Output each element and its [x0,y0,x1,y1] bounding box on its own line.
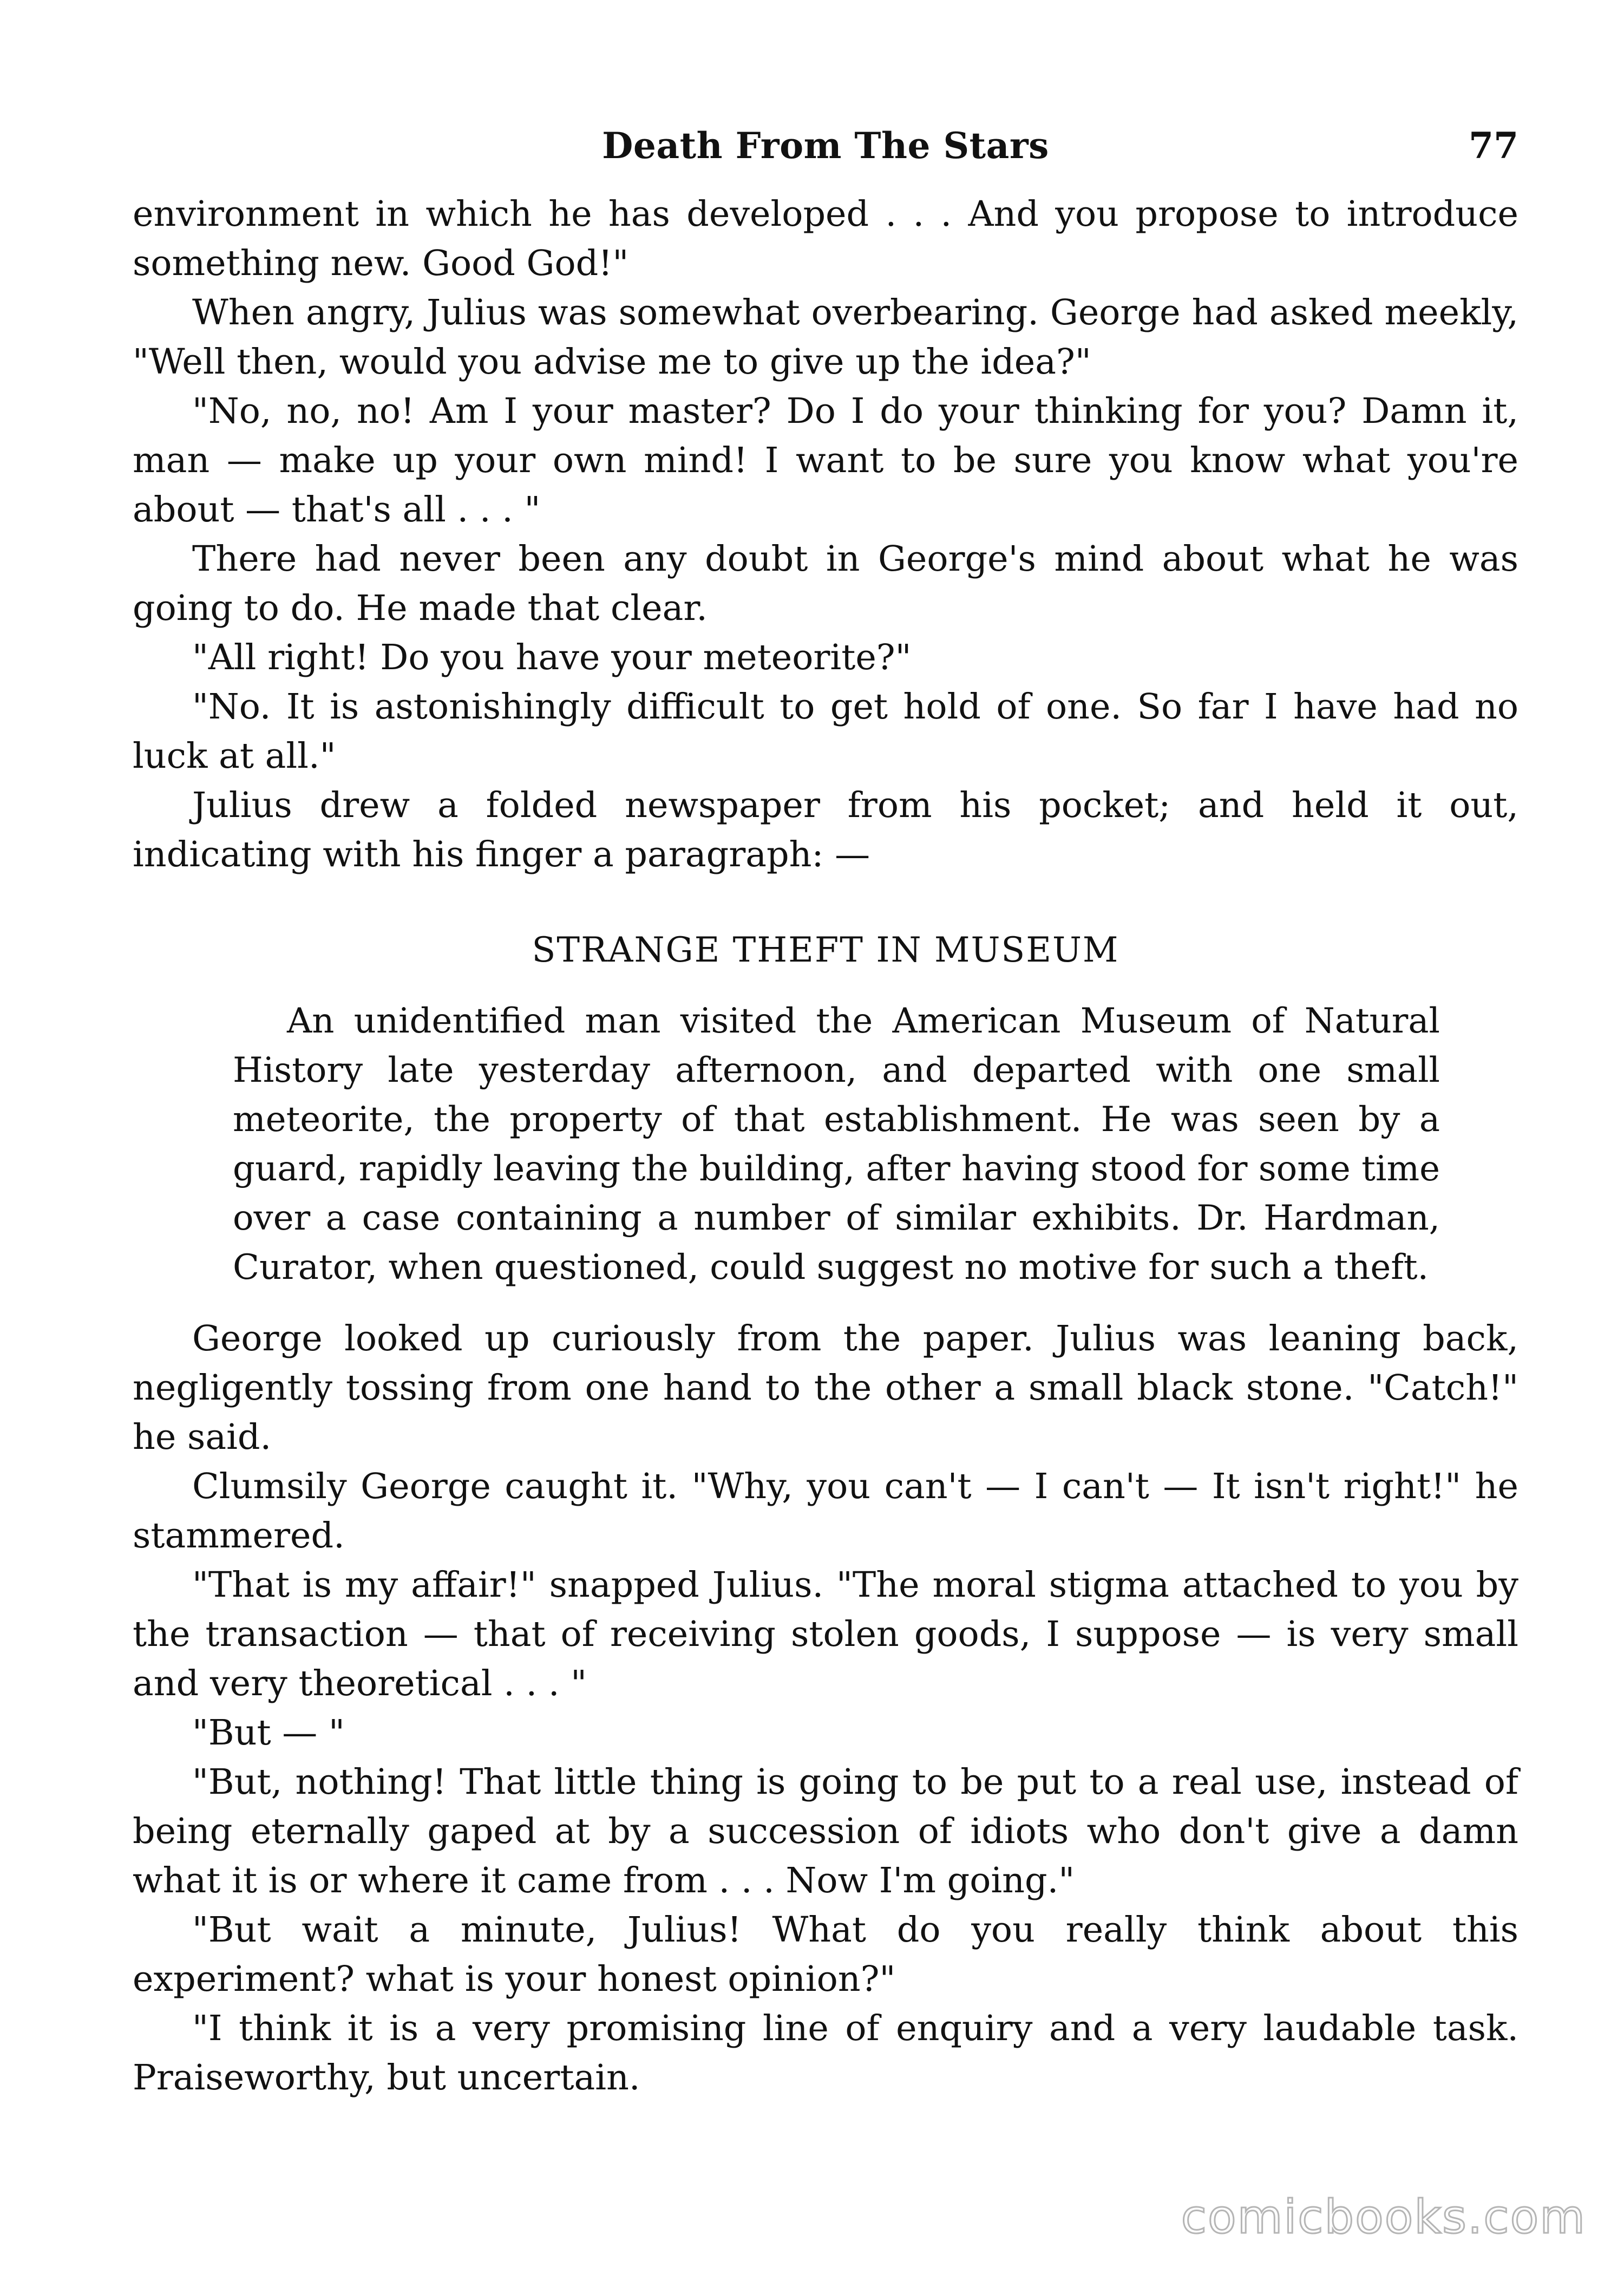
continued-text [133,1314,1518,2102]
running-title: Death From The Stars [602,125,1049,167]
paragraph: "But — " [192,1713,345,1753]
clipping-heading: STRANGE THEFT IN MUSEUM [532,930,1119,970]
paragraph: "That is my affair!" snapped Julius. "The moral stigma attached to you by the transaction — that of receiving stolen goods, I suppose — is very small and very theoretical . . . " [133,1565,1518,1704]
body-text [133,190,1518,2102]
clipping-body: An unidentified man visited the American Museum of Natural History late yesterday afternoon, and departed with one small meteorite, the property of that establishment. He was seen by a guard, rapidly leaving the building, after having stood for some time over a case containing a number of similar exhibits. Dr. Hardman, Curator, when questioned, could suggest no motive for such a theft. [233,1001,1440,1288]
watermark: comicbooks.com [1181,2190,1586,2244]
paragraph: Julius drew a folded newspaper from his pocket; and held it out, indicating with his finger a paragraph: — [133,785,1518,875]
paragraph: environment in which he has developed . . . And you propose to introduce something new. Good God!" [133,194,1518,284]
paragraph: "No. It is astonishingly difficult to get hold of one. So far I have had no luck at all." [133,687,1518,776]
paragraph: Clumsily George caught it. "Why, you can't — I can't — It isn't right!" he stammered. [133,1466,1518,1556]
paragraph: George looked up curiously from the paper. Julius was leaning back, negligently tossing from one hand to the other a small black stone. "Catch!" he said. [133,1318,1518,1458]
paragraph: There had never been any doubt in George's mind about what he was going to do. He made that clear. [133,539,1518,629]
paragraph: "No, no, no! Am I your master? Do I do your thinking for you? Damn it, man — make up your own mind! I want to be sure you know what you're about — that's all . . . " [133,391,1518,530]
paragraph: "I think it is a very promising line of enquiry and a very laudable task. Praiseworthy, but uncertain. [133,2008,1518,2098]
paragraph: "But wait a minute, Julius! What do you really think about this experiment? what is your honest opinion?" [133,1910,1518,1999]
running-header [133,125,1518,190]
newspaper-clipping [133,926,1518,1292]
paragraph: "All right! Do you have your meteorite?" [192,637,912,678]
paragraph: "But, nothing! That little thing is going to be put to a real use, instead of being eternally gaped at by a succession of idiots who don't give a damn what it is or where it came from . . . Now I'm going." [133,1762,1518,1901]
book-page [133,125,1518,2102]
page-number: 77 [1469,125,1518,167]
paragraph: When angry, Julius was somewhat overbearing. George had asked meekly, "Well then, would you advise me to give up the idea?" [133,292,1518,382]
